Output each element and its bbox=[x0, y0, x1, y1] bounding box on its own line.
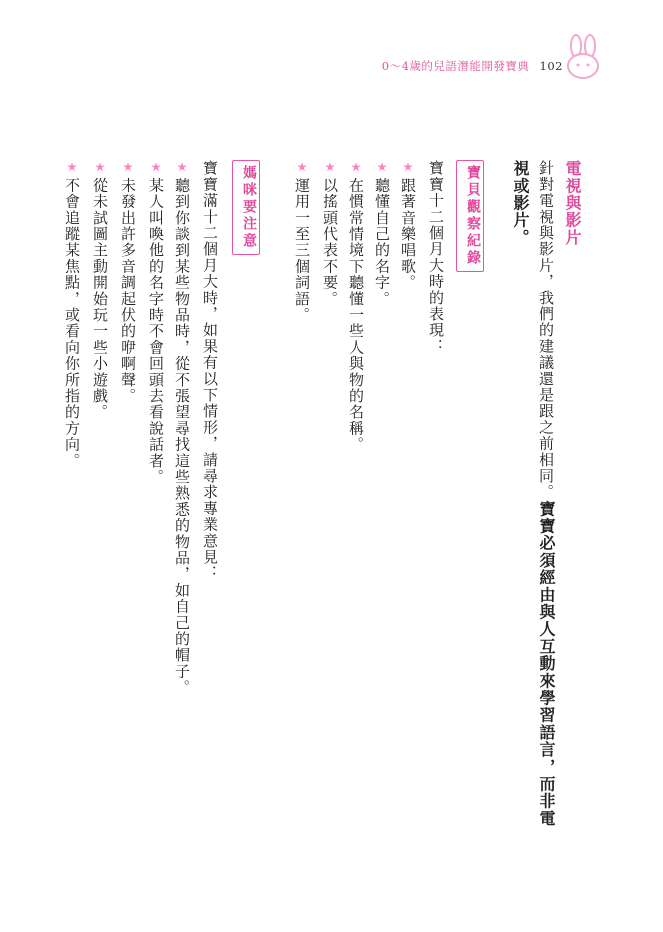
star-icon: ★ bbox=[149, 160, 163, 176]
caution-item-text: 聽到你談到某些物品時，從不張望尋找這些熟悉的物品，如自己的帽子。 bbox=[173, 177, 191, 696]
star-icon: ★ bbox=[323, 160, 337, 176]
star-icon: ★ bbox=[121, 160, 135, 176]
page-number: 102 bbox=[539, 59, 563, 73]
observation-item-3 bbox=[346, 160, 366, 453]
observation-item-text: 跟著音樂唱歌。 bbox=[399, 177, 417, 291]
caution-item-text: 不會追蹤某焦點，或看向你所指的方向。 bbox=[63, 177, 81, 469]
star-icon: ★ bbox=[401, 160, 415, 176]
section-body-line-1 bbox=[536, 160, 556, 827]
running-title: 0～4歲的兒語潛能開發寶典 bbox=[381, 59, 530, 73]
section-body-text: 針對電視與影片，我們的建議還是跟之前相同。 bbox=[537, 160, 555, 501]
star-icon: ★ bbox=[175, 160, 189, 176]
section-body-line-2: 視或影片。 bbox=[511, 160, 530, 246]
running-header bbox=[382, 58, 563, 74]
caution-item-text: 某人叫喚他的名字時不會回頭去看說話者。 bbox=[147, 177, 165, 486]
star-icon: ★ bbox=[375, 160, 389, 176]
observation-item-text: 在慣常情境下聽懂一些人與物的名稱。 bbox=[347, 177, 365, 453]
observation-heading: 寶貝觀察紀錄 bbox=[456, 160, 484, 272]
observation-item-1 bbox=[398, 160, 418, 291]
star-icon: ★ bbox=[93, 160, 107, 176]
observation-item-5 bbox=[292, 160, 312, 323]
star-icon: ★ bbox=[295, 160, 309, 176]
observation-item-text: 聽懂自己的名字。 bbox=[373, 177, 391, 307]
star-icon: ★ bbox=[349, 160, 363, 176]
caution-item-text: 未發出許多音調起伏的咿啊聲。 bbox=[119, 177, 137, 405]
caution-item-text: 從未試圖主動開始玩一些小遊戲。 bbox=[91, 177, 109, 421]
caution-item-3 bbox=[118, 160, 138, 404]
observation-item-4 bbox=[320, 160, 340, 307]
section-body-emphasis: 寶寶必須經由與人互動來學習語言，而非電 bbox=[537, 500, 556, 828]
observation-item-text: 以搖頭代表不要。 bbox=[321, 177, 339, 307]
caution-heading: 媽咪要注意 bbox=[232, 160, 260, 255]
caution-item-4 bbox=[90, 160, 110, 420]
caution-item-1 bbox=[172, 160, 192, 696]
observation-item-2 bbox=[372, 160, 392, 307]
bunny-icon bbox=[563, 34, 603, 80]
section-title: 電視與影片 bbox=[563, 160, 582, 246]
caution-item-2 bbox=[146, 160, 166, 485]
caution-intro: 寶寶滿十二個月大時，如果有以下情形，請尋求專業意見： bbox=[201, 160, 219, 582]
observation-intro: 寶寶十二個月大時的表現： bbox=[427, 160, 445, 355]
star-icon: ★ bbox=[65, 160, 79, 176]
caution-item-5 bbox=[62, 160, 82, 469]
observation-item-text: 運用一至三個詞語。 bbox=[293, 177, 311, 324]
